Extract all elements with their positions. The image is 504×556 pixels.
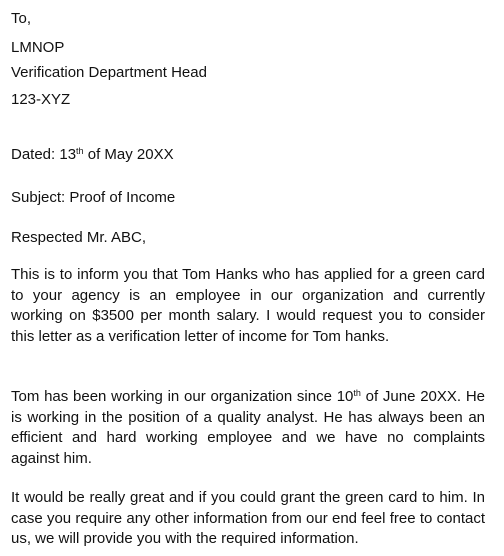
paragraph-2 bbox=[11, 387, 485, 469]
salutation-to: To, bbox=[11, 10, 32, 27]
recipient-name: LMNOP bbox=[11, 39, 65, 56]
paragraph-2-after: of June 20XX. He is working in the position of a quality analyst. He has always been an efficient and hard working employee and we have no complaints against him. bbox=[11, 388, 485, 467]
paragraph-2-before: Tom has been working in our organization since 10 bbox=[11, 388, 354, 405]
letter-greeting: Respected Mr. ABC, bbox=[11, 229, 147, 246]
date-suffix: th bbox=[76, 146, 84, 156]
letter-date bbox=[11, 145, 174, 165]
paragraph-2-suffix: th bbox=[353, 388, 361, 398]
date-label: Dated: 13 bbox=[11, 146, 77, 163]
date-rest: of May 20XX bbox=[83, 146, 174, 163]
paragraph-3: It would be really great and if you could grant the green card to him. In case you require any other information from our end feel free to contact us, we will provide you with the required information. bbox=[11, 489, 485, 548]
letter-subject: Subject: Proof of Income bbox=[11, 189, 176, 206]
recipient-title: Verification Department Head bbox=[11, 64, 207, 81]
recipient-address: 123-XYZ bbox=[11, 91, 71, 108]
paragraph-1: This is to inform you that Tom Hanks who has applied for a green card to your agency is an employee in our organization and currently working on $3500 per month salary. I would request you to consider this letter as a verification letter of income for Tom hanks. bbox=[11, 266, 485, 345]
